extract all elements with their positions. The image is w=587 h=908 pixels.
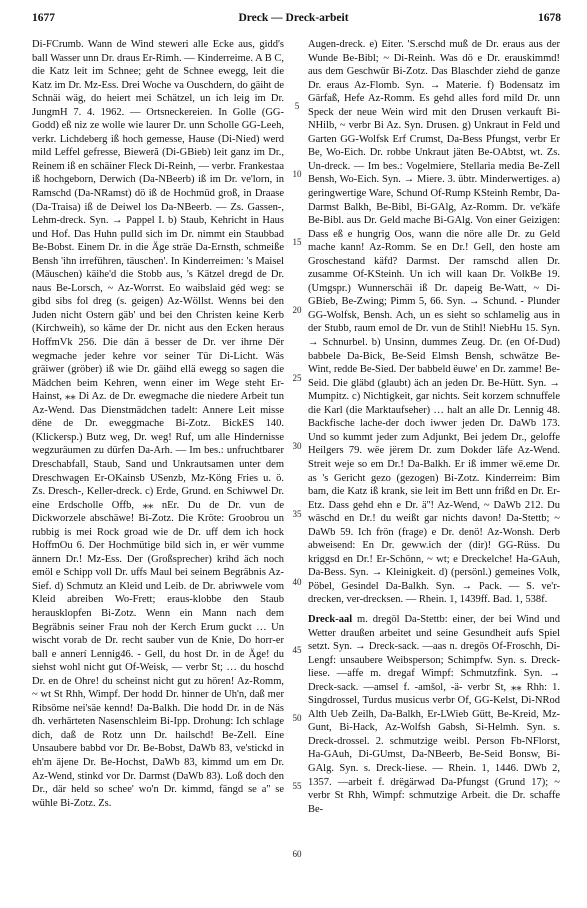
line-number-50: 50 <box>292 713 302 723</box>
right-column <box>308 38 560 900</box>
line-number-15: 15 <box>292 237 302 247</box>
line-number-40: 40 <box>292 577 302 587</box>
left-page-number: 1677 <box>32 12 55 24</box>
page-header <box>0 12 587 28</box>
line-number-25: 25 <box>292 373 302 383</box>
line-number-55: 55 <box>292 781 302 791</box>
entry-body: m. dregöl Da-Stettb: einer, der bei Wind und Wetter draußen arbeitet und seine Gesundheit aufs Spiel setzt. Syn. → Dreck-sack. —aas n. dregös Of-Froschh, Di-Lengf: unsaubere Weibsperson; Schimpfw. Syn. s. Dreck-liese. —affe m. dregaf Wimpf: Schmutzfink. Syn. → Dreck-sack. —amsel f. -amšol, -ä- verbr St, ⁎⁎ Rhh: 1. Singdrossel, Turdus musicus verbr Of, GG-Kelst, Di-NRod Alth Ueb Zeilh, Da-Balkh, Er-LWieb Gütt, Be-Kreid, Mz-Gunt, Bi-Hack, Az-Wolfsh Gabsh, Si-Helmh. Syn. s. Dreck-drossel. 2. schmutzige weibl. Person Fb-NFlorst, Ha-GAuh, Di-GUmst, Da-NBeerb, Be-Seid Bonsw, Bi-GAlg. Syn. s. Dreck-liese. — Rhein. 1, 1446. DWb 2, 1357. —arbeit f. drëgärwəd Da-Pfungst (Grund 17); ~ verbr St Rhh, Wimpf: schmutzige Arbeit. die Dr. schaffe Be- <box>308 613 560 815</box>
line-number-10: 10 <box>292 169 302 179</box>
entry-headword: Dreck-aal <box>308 613 353 625</box>
right-page-number: 1678 <box>538 12 561 24</box>
line-number-60: 60 <box>292 849 302 859</box>
left-column-text: Di-FCrumb. Wann de Wind steweri alle Ecke aus, gidd's ball Wasser unn Dr. draus Er-Rimh. — Kinderreime. A B C, die Katz leit im Schnee; geht de Schnee ewegg, leit die Katz im Dr. Mz-Ess. Drei Woche va Ouschdern, do gäiht de Schnäi wäg, do heiert mei Schätzel, un ich leig im Dr. JungmH 7. 4. 1962. — Ortsneckereien. In Golle (GG-Godd) eß niz ze wolle wie laurer Dr. unn Scholle GG-Leeh, verkr. Lichdeberg iß hoch gemesse, Hause (Di-Nied) werd mild Leffel gefresse, Bieweră (Di-GBieb) leit ganz im Dr., Reinem iß en schäiner Fleck Di-Reinh, — verbr. Frankestaa iß hochgeborn, Derwich (Da-NBeerb) iß im Dr. ve'lorn, in Ramschd (Da-NRamst) dö iß de Hochmüd groß, in Draase (Da-Traisa) iß de Deiwel los Da-NBeerb. — Zs. Gassen-, Lehm-dreck. Syn. → Pappel I. b) Staub, Kehricht in Haus und Hof. Das Huhn pulld sich im Dr. nimmt ein Staubbad Be-Bobst. Einem Dr. in die Äge sträe Da-Ernsth, schmeiße Bensh 'ihn irreführen, täuschen'. In Kinderreimen: 's Maisel (Mäuschen) käihe'd die Stobb aus, 's Kätzel dregd de Dr. naus Be-Lorsch, ~ Az-Worrst. Eo waibslaid géd weg: se gibd sibs fol dreg (s. geigen) Az-Wöllst. Wenns bei den Juden nicht Ostern gäb' und bei den Christen keine Kerb (Kirchweih), so käme der Dr. nicht aus den Ecken heraus HoffmVk 256. Die dän ä besser de Dr. ver ihrne Dër wegmache jeder kehre vor seiner Tür Di-Licht. Wäs gräiwer (gröber) iß wie Dr. gäihd ellä ewegg so sagen die Mädchen beim Kehren, wenn einer im Wege steht Er-Hainst, ⁎⁎ Di Az. de Dr. ewegmache die niedere Arbeit tun Az-Wend. Das Dienstmädchen tadelt: Annere Leit misse dëne de Dr. eweggmache Bi-Zotz. BickES 140. (Klickersp.) Butz weg, Dr. weg! Ruf, um alle Hindernisse wegzuräumen zu dürfen Da-Arh. — Im bes.: unfruchtbarer Dreschabfall, Staub, Sand und Unkrautsamen unter dem Dreschwagen Er-OKainsb USenzb, Mz-Köng Fries u. ö. Zs. Dresch-, Keller-dreck. c) Erde, Grund. en Schiwwel Dr. eine Erdscholle Offb, ⁎⁎ nEr. Du de Dr. vun de Dickworzele abschäwe! Bi-Zotz. Die Kröte: Groobrou un rubbig is mei Rock groad wie de Dr. uff dem ich hock HoffmOu 6. Der Hochmütige bild sich in, er wër vumme ännern Dr.! Mz-Ess. Der (Großsprecher) krihd äch noch emöl e Schipp voll Dr. uffs Maul bei seinem Begräbnis Az-Sief. d) Schmutz an Kleid und Leib. de Dr. abriwwele vom Kleid abreiben Wo-Frett; eraus-klobbe den Staub herausklopfen Bi-Zotz. Wenn ein Mann nach dem Begräbnis seiner Frau noh der Kerch Erum guckt … Un wischt vorab de Dr. recht sauber vun de Knie, Do horr-er ball e annerí Lennig46. - Gell, du host Dr. in de Äge! du siehst wohl nicht gut Of-Weisk, — verbr St; … du hoschd Dr. en de Ohre! du scheinst nicht gut zu hören! Az-Romm, ~ wt St Rhh, Wimpf. Der hodd Dr. hinner de Uh'n, daß mer Ribsöme nei'säe kennd! Da-Balkh. Die hodd Dr. in de Näs dh. verhärteten Nasenschleim Bi-Ipp. Drohung: Ich schlage dich, daß de Rotz unn Dr. hailschd! Be-Zell. Eine Unsaubere babbd vor Dr. Be-Bobst, DaWb 83, ve'stickd in eh'm äjene Dr. Be-Hochst, DaWb 83, kimmd um em Dr. Az-Wend, stinkd vor Dr. Darmst (DaWb 83). Loß doch den Dr., där held so schee' wo'n Dr. kimmd, fängd se a'' se wühle Bi-Zotz. Zs. <box>32 39 284 809</box>
line-number-35: 35 <box>292 509 302 519</box>
line-number-45: 45 <box>292 645 302 655</box>
running-title: Dreck — Dreck-arbeit <box>238 12 349 24</box>
line-number-20: 20 <box>292 305 302 315</box>
line-number-5: 5 <box>294 101 300 111</box>
dictionary-entry <box>308 613 560 816</box>
right-column-text: Augen-dreck. e) Eiter. 'S.erschd muß de Dr. eraus aus der Wunde Be-Bibl; ~ Di-Reinh. Was dö e Dr. erauskimmd! aus dem Geschwür Bi-Zotz. Das Blaschder ziehd de ganze Dr. eraus Az-Flomb. Syn. → Materie. f) Bodensatz im Gärfaß, Hefe Az-Romm. Es gehd alles ford mild Dr. unn Speck der neue Wein wird mit den Drusen verkauft Bi-NHilb, ~ verbr Bi Az. Syn. Drusen. g) Unkraut in Feld und Garten GG-Wolfsk Erf Crumst, Da-Bess Pfungst, verbr Er Be, Wo-Eich. Dr. robbe Unkraut jäten Be-OAbtst, wt. Zs. Un-dreck. — Im bes.: Vogelmiere, Stellaria media Be-Zell Bensh, Wo-Eich. Syn. → Miere. 3. übtr. Minderwertiges. a) geringwertige Ware, Schund Of-Rump KSteinh Rembr, Da-Darmst Balkh, Be-Bibl, Bi-GAlg, Az-Romm. Dr. ve'käfe Be-Bibl. aus Dr. Geld mache Bi-GAlg. Von einer Geizigen: Dass eß e hungrig Oos, wann die nöre alle Dr. zu Geld mache kann! Az-Romm. Se en Dr.! Gell, den hoste am Groschestand käfd? Darmst. Der ramschd allen Dr. zusamme Of-KSteinh. Un ich will kaan Dr. VolkBe 19. (Umgspr.) Wunnerschäi iß Dr. dapeig Be-Watt, ~ Di-GBieb, Be-Zwing; Pimm 5, 66. Syn. → Schund. - Plunder GG-Wolfsk, Bensh. Ach, un es sieht so schlamelig aus in der Stubb, raum emol de Dr. vun de Stihl! NiebHu 15. Syn. → Schnurbel. b) Unsinn, dummes Zeug. Dr. (en Of-Dud) babbele Da-Bick, Be-Seid Elmsh Bensh, schwätze Be-Wint, redde Be-Sied. Der babbeld ëuwe' en Dr. zamme! Be-Seid. Die gläbd (glaubt) äch an jeden Dr. Be-Hütt. Syn. → Mumpitz. c) Nichtigkeit, gar nichts. Seit korzem schnuffele die Karl (die Marktaufseher) … halt an alle Dr. Lennig 48. Backfische lache-der doch iwwer jeden Dr. DaWb 173. Und so kummt jeder zum Adjunkt, Bei jedem Dr., geloffe Heilgers 79. wëe jërem Dr. zum Dokder läfe Az-Wend. Streit weje so em Dr.! Da-Balkh. Er iß immer wë.eme Dr. as 's Gericht gezo (gezogen) Bi-Zotz. Kinderreim: Bim bam, die Katz iß krank, sie leit im Bett unn frißd en Dr. Er-Etz. Dass gehd ehn e Dr. ä''! Az-Wend, ~ DaWb 212. Du wäschd en Dr.! du weißt gar nichts davon! Da-Stettb; ~ DaWb 59. Ich frön (frage) e Dr. denö! Az-Wonsh. Derb abweisend: En Dr. geww.ich der (dir)! GG-Rüss. Du kriggsd en Dr.! Er-Schönn, ~ wt; e Dreckelche! Ha-GAuh, Da-Bess. Syn. → Kleinigkeit. d) (persönl.) gemeines Volk, Pöbel, Gesindel Da-Balkh. Syn. → Pack. — S. ve'r-drecken, ver-drecksen. — Rhein. 1, 1439ff. Bad. 1, 538f. <box>308 39 560 606</box>
left-column <box>32 38 284 900</box>
line-number-30: 30 <box>292 441 302 451</box>
